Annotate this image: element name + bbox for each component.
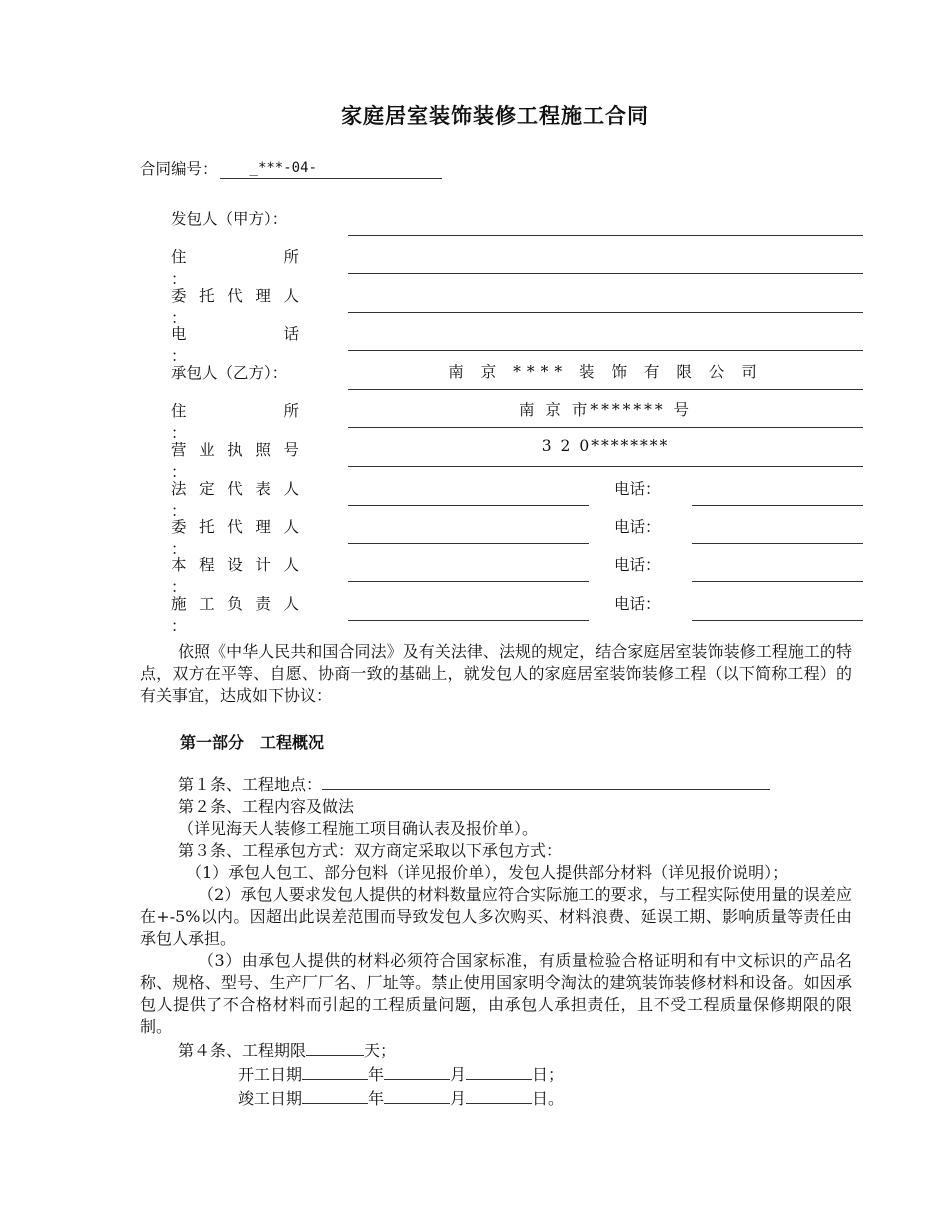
party-label-client-agent: 委 托 代 理 人 ：	[171, 284, 309, 328]
clause-3-item-2: （2）承包人要求发包人提供的材料数量应符合实际施工的要求，与工程实际使用量的误差应在+-5%以内。因超出此误差范围而导致发包人多次购买、材料浪费、延误工期、影响质量等责任由承包人承担。	[140, 885, 852, 948]
label-spread: 营 业 执 照 号	[171, 441, 299, 459]
section-name: 工程概况	[260, 733, 325, 752]
person-label-agent: 委 托 代 理 人 ：	[171, 515, 309, 559]
end-date-line: 竣工日期 年 月 日。	[140, 1086, 852, 1110]
site-address-field[interactable]	[322, 772, 770, 790]
clause-3-item-1: （1）承包人包工、部分包料（详见报价单），发包人提供部分材料（详见报价说明）；	[186, 863, 789, 882]
duration-field[interactable]	[306, 1038, 364, 1056]
designer-field[interactable]	[348, 559, 589, 582]
person-label-legal-rep: 法 定 代 表 人 ：	[171, 477, 309, 521]
designer-phone-label: 电话：	[614, 556, 661, 574]
site-manager-phone-label: 电话：	[614, 595, 661, 613]
label-spread: 本 程 设 计 人	[171, 556, 299, 574]
legal-rep-phone-label: 电话：	[614, 480, 661, 498]
label-spread: 委 托 代 理 人	[171, 518, 299, 536]
label-spread: 电 话	[171, 325, 299, 343]
site-manager-field[interactable]	[348, 598, 589, 621]
agent-phone-label: 电话：	[614, 518, 661, 536]
label-spread: 施 工 负 责 人	[171, 595, 299, 613]
clause-3-item-3: （3）由承包人提供的材料必须符合国家标准，有质量检验合格证明和有中文标识的产品名称、规格、型号、生产厂厂名、厂址等。禁止使用国家明令淘汰的建筑装饰装修材料和设备。如因承包人提供了不合格材料而引起的工程质量问题，由承包人承担责任，且不受工程质量保修期限的限制。	[140, 951, 852, 1036]
clause-2-note: （详见海天人装修工程施工项目确认表及报价单）。	[178, 819, 539, 838]
agent-field[interactable]	[348, 521, 589, 544]
legal-rep-field[interactable]	[348, 483, 589, 506]
contract-number-label: 合同编号：	[140, 160, 218, 178]
designer-phone-field[interactable]	[692, 559, 863, 582]
start-day-field[interactable]	[466, 1062, 532, 1080]
person-label-site-manager: 施 工 负 责 人 ：	[171, 592, 309, 636]
contractor-name-value: 南 京 **** 装 饰 有 限 公 司	[448, 363, 763, 381]
document-title: 家庭居室装饰装修工程施工合同	[341, 103, 649, 128]
party-label-contractor: 承包人（乙方）：	[171, 364, 288, 382]
section-heading	[180, 730, 324, 753]
start-year-field[interactable]	[302, 1062, 368, 1080]
client-address-field[interactable]	[348, 251, 863, 274]
end-month-field[interactable]	[384, 1086, 450, 1104]
label-spread: 住 所	[171, 402, 299, 420]
start-month-field[interactable]	[384, 1062, 450, 1080]
party-label-client-address: 住 所 ：	[171, 245, 309, 289]
start-date-line: 开工日期 年 月 日；	[140, 1062, 852, 1086]
client-phone-field[interactable]	[348, 328, 863, 351]
intro-paragraph: 依照《中华人民共和国合同法》及有关法律、法规的规定，结合家庭居室装饰装修工程施工的特点，双方在平等、自愿、协商一致的基础上，就发包人的家庭居室装饰装修工程（以下简称工程）的有关事宜，达成如下协议：	[140, 642, 852, 705]
end-day-field[interactable]	[466, 1086, 532, 1104]
section-part: 第一部分	[180, 733, 245, 752]
contract-number-field[interactable]	[220, 160, 442, 179]
label-spread: 住 所	[171, 248, 299, 266]
clause-1: 第１条、工程地点：	[140, 772, 852, 796]
clauses-block	[140, 772, 852, 1110]
clause-4: 第４条、工程期限 天；	[140, 1038, 852, 1062]
party-label-client-phone: 电 话 ：	[171, 322, 309, 366]
label-spread: 法 定 代 表 人	[171, 480, 299, 498]
contract-number-value: _***-04-	[249, 160, 317, 176]
agent-phone-field[interactable]	[692, 521, 863, 544]
client-name-field[interactable]	[348, 213, 863, 236]
site-manager-phone-field[interactable]	[692, 598, 863, 621]
party-label-client: 发包人（甲方）：	[171, 210, 288, 228]
label-spread: 委 托 代 理 人	[171, 287, 299, 305]
party-label-contractor-address: 住 所 ：	[171, 399, 309, 443]
party-label-license: 营 业 执 照 号 ：	[171, 438, 309, 482]
clause-3: 第３条、工程承包方式：双方商定采取以下承包方式：	[178, 841, 563, 860]
person-label-designer: 本 程 设 计 人 ：	[171, 553, 309, 597]
clause-2: 第２条、工程内容及做法	[178, 797, 355, 816]
client-agent-field[interactable]	[348, 290, 863, 313]
license-number-value: 3 2 0********	[541, 437, 670, 455]
end-year-field[interactable]	[302, 1086, 368, 1104]
contractor-address-value: 南 京 市******* 号	[518, 401, 693, 419]
contract-number	[140, 157, 442, 179]
legal-rep-phone-field[interactable]	[692, 483, 863, 506]
